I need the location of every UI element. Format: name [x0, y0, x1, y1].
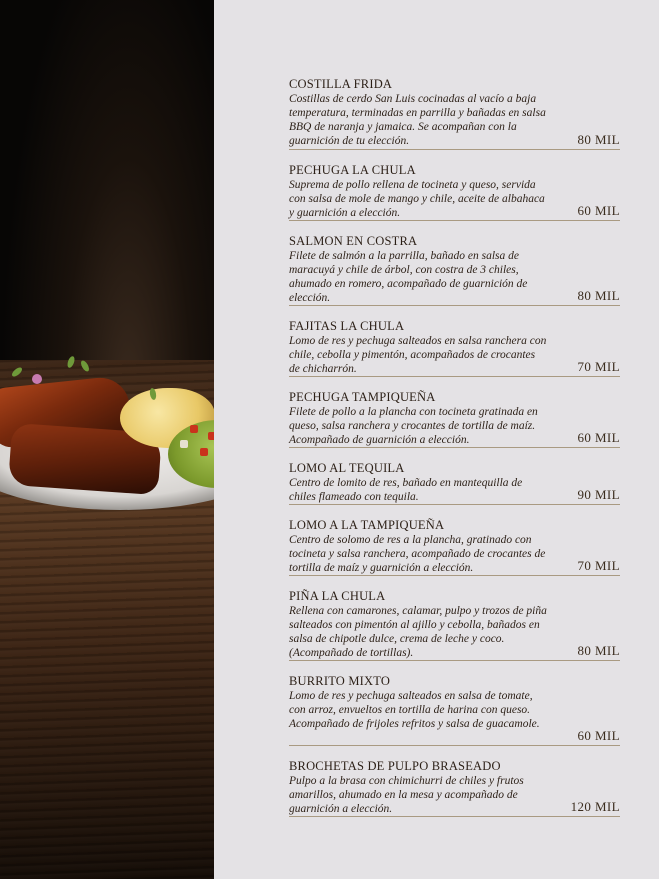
item-price: 120 MIL [570, 799, 620, 814]
item-description: Centro de lomito de res, bañado en mantequilla de chiles flameado con tequila. [289, 477, 523, 503]
onion-garnish [180, 440, 188, 448]
menu-item [289, 518, 620, 576]
item-description: Lomo de res y pechuga salteados en salsa ranchera con chile, cebolla y pimentón, acompañados de crocantes de chicharrón. [289, 335, 547, 375]
menu-item [289, 674, 620, 746]
menu-item [289, 461, 620, 505]
salsa-garnish [208, 432, 214, 440]
menu-item [289, 319, 620, 377]
item-description: Lomo de res y pechuga salteados en salsa de tomate, con arroz, envueltos en tortilla de harina con queso. Acompañado de frijoles refritos y salsa de guacamole. [289, 690, 540, 730]
item-description: Rellena con camarones, calamar, pulpo y trozos de piña salteados con pimentón al ajillo y cebolla, bañados en salsa de chipotle dulce, crema de leche y coco. (Acompañado de tortillas). [289, 605, 547, 659]
item-name: COSTILLA FRIDA [289, 77, 393, 91]
item-price: 80 MIL [577, 288, 620, 303]
item-name: BROCHETAS DE PULPO BRASEADO [289, 759, 501, 773]
item-description: Pulpo a la brasa con chimichurri de chiles y frutos amarillos, ahumado en la mesa y acompañado de guarnición a elección. [289, 775, 524, 815]
item-price: 80 MIL [577, 643, 620, 658]
item-description: Centro de solomo de res a la plancha, gratinado con tocineta y salsa ranchera, acompañado de crocantes de tortilla de maíz y guarnición a elección. [289, 534, 546, 574]
item-price: 60 MIL [577, 728, 620, 743]
item-name: PECHUGA LA CHULA [289, 163, 416, 177]
item-description: Filete de pollo a la plancha con tocineta gratinada en queso, salsa ranchera y crocantes de tortilla de maíz. Acompañado de guarnición a elección. [289, 406, 538, 446]
menu-item [289, 163, 620, 221]
item-name: PECHUGA TAMPIQUEÑA [289, 390, 436, 404]
item-name: FAJITAS LA CHULA [289, 319, 405, 333]
salsa-garnish [190, 425, 198, 433]
item-price: 70 MIL [577, 558, 620, 573]
item-price: 90 MIL [577, 487, 620, 502]
item-description: Filete de salmón a la parrilla, bañado en salsa de maracuyá y chile de árbol, con costra de 3 chiles, ahumado en romero, acompañado de guarnición de elección. [289, 250, 528, 304]
flower-garnish [32, 374, 42, 384]
item-price: 70 MIL [577, 359, 620, 374]
menu-item [289, 589, 620, 661]
item-name: LOMO A LA TAMPIQUEÑA [289, 518, 445, 532]
item-name: PIÑA LA CHULA [289, 589, 386, 603]
item-name: SALMON EN COSTRA [289, 234, 418, 248]
menu-item [289, 234, 620, 306]
item-price: 60 MIL [577, 430, 620, 445]
salsa-garnish [200, 448, 208, 456]
menu-list [289, 77, 620, 817]
item-price: 80 MIL [577, 132, 620, 147]
item-price: 60 MIL [577, 203, 620, 218]
item-name: BURRITO MIXTO [289, 674, 391, 688]
item-name: LOMO AL TEQUILA [289, 461, 405, 475]
menu-item [289, 759, 620, 817]
menu-item [289, 77, 620, 150]
item-description: Costillas de cerdo San Luis cocinadas al vacío a baja temperatura, terminadas en parrilla y bañadas en salsa BBQ de naranja y jamaica. Se acompañan con la guarnición de tu elección. [289, 93, 546, 147]
menu-item [289, 390, 620, 448]
food-photo [0, 0, 214, 879]
item-description: Suprema de pollo rellena de tocineta y queso, servida con salsa de mole de mango y chile, aceite de albahaca y guarnición a elección. [289, 179, 545, 219]
